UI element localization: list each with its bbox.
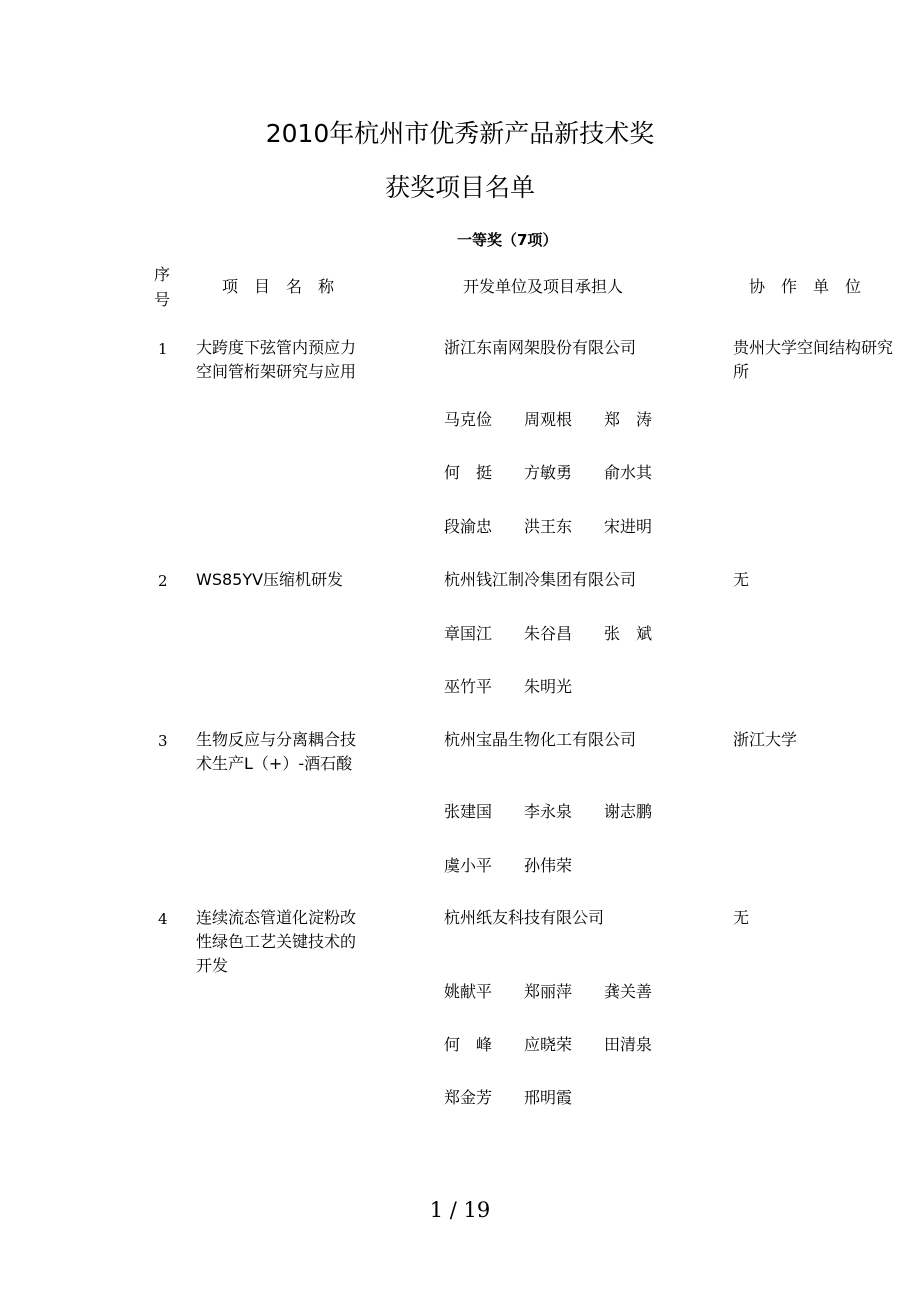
person: 宋进明: [604, 517, 653, 536]
person: 应晓荣: [524, 1035, 573, 1054]
company-name: 浙江东南网架股份有限公司: [444, 338, 637, 357]
header-no-line1: 序: [154, 265, 171, 284]
row-number: 1: [158, 340, 168, 358]
person: 俞水其: [604, 463, 653, 482]
row-number: 4: [158, 910, 168, 928]
row-number: 2: [158, 572, 168, 590]
document-title: 2010年杭州市优秀新产品新技术奖: [265, 119, 655, 148]
row-number: 3: [158, 732, 168, 750]
person: 郑金芳: [444, 1088, 493, 1107]
person: 何 挺: [444, 463, 493, 482]
person: 虞小平: [444, 856, 493, 875]
company-name: 杭州钱江制冷集团有限公司: [444, 570, 637, 589]
person: 周观根: [524, 410, 573, 429]
person: 姚献平: [444, 982, 493, 1001]
project-name: 生物反应与分离耦合技术生产L（+）-酒石酸: [196, 730, 357, 773]
person: 巫竹平: [444, 677, 493, 696]
person: 龚关善: [604, 982, 653, 1001]
person: 朱明光: [524, 677, 573, 696]
partner-name: 贵州大学空间结构研究所: [733, 338, 894, 381]
person: 朱谷昌: [524, 624, 573, 643]
person: 郑丽萍: [524, 982, 573, 1001]
person: 洪王东: [524, 517, 573, 536]
person: 何 峰: [444, 1035, 493, 1054]
partner-name: 浙江大学: [733, 730, 798, 749]
person: 邢明霞: [524, 1088, 573, 1107]
person: 段渝忠: [444, 517, 493, 536]
partner-name: 无: [733, 908, 750, 927]
project-name: 大跨度下弦管内预应力空间管桁架研究与应用: [196, 338, 357, 381]
header-project-name: 项 目 名 称: [222, 277, 335, 296]
page-number: 1 / 19: [429, 1198, 491, 1222]
person: 张 斌: [604, 624, 653, 643]
person: 郑 涛: [604, 410, 653, 429]
project-name: 连续流态管道化淀粉改性绿色工艺关键技术的开发: [196, 908, 357, 975]
header-developer: 开发单位及项目承担人: [463, 277, 624, 296]
partner-name: 无: [733, 570, 750, 589]
person: 田清泉: [604, 1035, 653, 1054]
company-name: 杭州宝晶生物化工有限公司: [444, 730, 637, 749]
person: 孙伟荣: [524, 856, 573, 875]
person: 李永泉: [524, 802, 573, 821]
person: 谢志鹏: [604, 802, 653, 821]
person: 马克俭: [444, 410, 493, 429]
header-partner: 协 作 单 位: [749, 277, 862, 296]
person: 张建国: [444, 802, 493, 821]
header-no-line2: 号: [154, 290, 171, 309]
project-name: WS85YV压缩机研发: [196, 570, 344, 589]
person: 方敏勇: [524, 463, 573, 482]
document-subtitle-title: 获奖项目名单: [384, 173, 535, 202]
award-level-heading: 一等奖（7项）: [457, 231, 558, 249]
person: 章国江: [444, 624, 493, 643]
company-name: 杭州纸友科技有限公司: [444, 908, 605, 927]
